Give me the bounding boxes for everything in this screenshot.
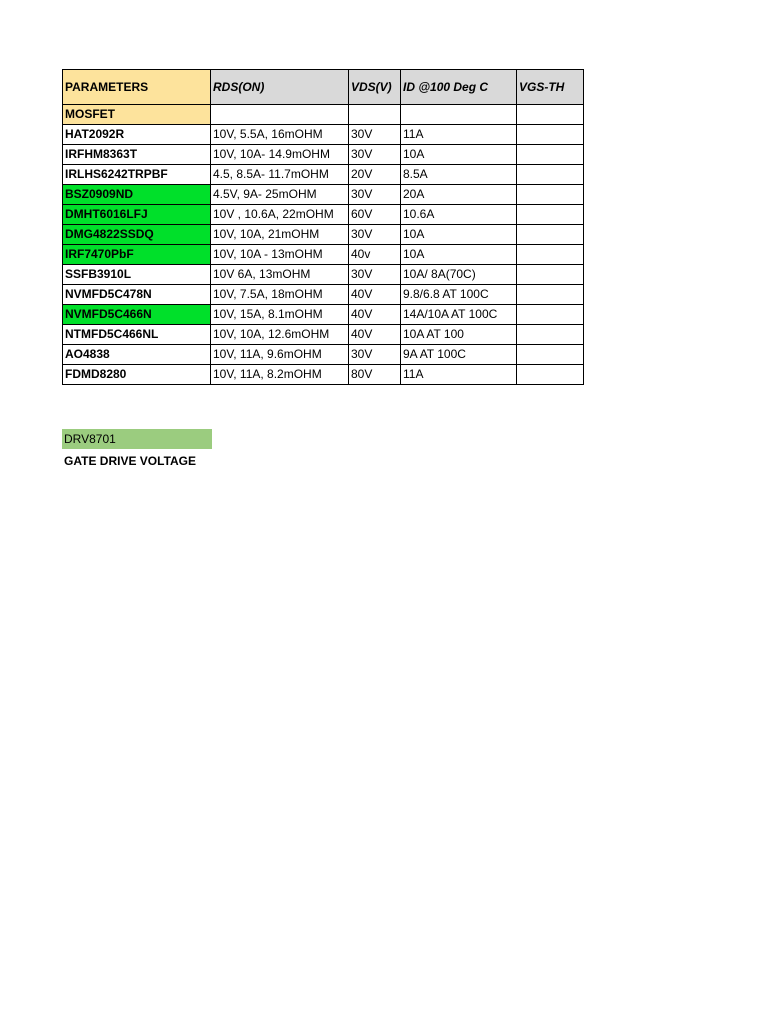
id-cell[interactable]: 10A AT 100 (401, 325, 517, 345)
part-cell[interactable]: IRFHM8363T (63, 145, 211, 165)
vds-cell[interactable]: 40V (349, 305, 401, 325)
vgs-th-cell[interactable] (517, 225, 584, 245)
id-cell[interactable]: 10A (401, 245, 517, 265)
rds-on-cell[interactable]: 10V, 11A, 9.6mOHM (211, 345, 349, 365)
rds-on-cell[interactable]: 10V, 10A- 14.9mOHM (211, 145, 349, 165)
vgs-th-cell[interactable] (517, 365, 584, 385)
table-row (63, 305, 584, 325)
header-vds[interactable]: VDS(V) (349, 70, 401, 105)
vds-cell[interactable]: 40V (349, 285, 401, 305)
table-row (63, 205, 584, 225)
vgs-th-cell[interactable] (517, 265, 584, 285)
table-body (63, 70, 584, 385)
table-row (63, 125, 584, 145)
section-row (63, 105, 584, 125)
header-parameters[interactable]: PARAMETERS (63, 70, 211, 105)
table-row (63, 165, 584, 185)
table-row (63, 345, 584, 365)
vds-cell[interactable]: 20V (349, 165, 401, 185)
table-row (63, 245, 584, 265)
vds-cell[interactable]: 30V (349, 125, 401, 145)
vgs-th-cell[interactable] (517, 305, 584, 325)
header-row (63, 70, 584, 105)
vgs-th-cell[interactable] (517, 205, 584, 225)
id-cell[interactable]: 10A (401, 145, 517, 165)
table-row (63, 365, 584, 385)
rds-on-cell[interactable]: 10V, 10A, 21mOHM (211, 225, 349, 245)
table-row (63, 285, 584, 305)
header-id[interactable]: ID @100 Deg C (401, 70, 517, 105)
table-row (63, 185, 584, 205)
table-row (63, 265, 584, 285)
vds-cell[interactable]: 30V (349, 185, 401, 205)
part-cell[interactable]: AO4838 (63, 345, 211, 365)
part-cell[interactable]: IRLHS6242TRPBF (63, 165, 211, 185)
vds-cell[interactable]: 80V (349, 365, 401, 385)
part-cell[interactable]: NVMFD5C466N (63, 305, 211, 325)
driver-name-cell[interactable]: DRV8701 (62, 429, 212, 449)
part-cell[interactable]: IRF7470PbF (63, 245, 211, 265)
table-row (63, 225, 584, 245)
part-cell[interactable]: NTMFD5C466NL (63, 325, 211, 345)
rds-on-cell[interactable]: 4.5, 8.5A- 11.7mOHM (211, 165, 349, 185)
vds-cell[interactable]: 30V (349, 265, 401, 285)
rds-on-cell[interactable]: 10V, 10A - 13mOHM (211, 245, 349, 265)
part-cell[interactable]: DMG4822SSDQ (63, 225, 211, 245)
id-cell[interactable]: 10A/ 8A(70C) (401, 265, 517, 285)
rds-on-cell[interactable]: 10V, 5.5A, 16mOHM (211, 125, 349, 145)
part-cell[interactable]: BSZ0909ND (63, 185, 211, 205)
rds-on-cell[interactable]: 10V, 7.5A, 18mOHM (211, 285, 349, 305)
rds-on-cell[interactable]: 10V, 11A, 8.2mOHM (211, 365, 349, 385)
header-rds-on[interactable]: RDS(ON) (211, 70, 349, 105)
vgs-th-cell[interactable] (517, 345, 584, 365)
rds-on-cell[interactable]: 10V, 10A, 12.6mOHM (211, 325, 349, 345)
vgs-th-cell[interactable] (517, 285, 584, 305)
table-row (63, 145, 584, 165)
section-label-mosfet[interactable]: MOSFET (63, 105, 211, 125)
rds-on-cell[interactable]: 4.5V, 9A- 25mOHM (211, 185, 349, 205)
part-cell[interactable]: SSFB3910L (63, 265, 211, 285)
id-cell[interactable]: 9A AT 100C (401, 345, 517, 365)
section-cell-empty[interactable] (349, 105, 401, 125)
id-cell[interactable]: 10.6A (401, 205, 517, 225)
part-cell[interactable]: HAT2092R (63, 125, 211, 145)
header-vgs-th[interactable]: VGS-TH (517, 70, 584, 105)
part-cell[interactable]: DMHT6016LFJ (63, 205, 211, 225)
vgs-th-cell[interactable] (517, 185, 584, 205)
part-cell[interactable]: FDMD8280 (63, 365, 211, 385)
table-row (63, 325, 584, 345)
rds-on-cell[interactable]: 10V , 10.6A, 22mOHM (211, 205, 349, 225)
vgs-th-cell[interactable] (517, 125, 584, 145)
id-cell[interactable]: 10A (401, 225, 517, 245)
vds-cell[interactable]: 30V (349, 225, 401, 245)
rds-on-cell[interactable]: 10V 6A, 13mOHM (211, 265, 349, 285)
vds-cell[interactable]: 40V (349, 325, 401, 345)
id-cell[interactable]: 11A (401, 125, 517, 145)
rds-on-cell[interactable]: 10V, 15A, 8.1mOHM (211, 305, 349, 325)
vgs-th-cell[interactable] (517, 165, 584, 185)
section-cell-empty[interactable] (211, 105, 349, 125)
vds-cell[interactable]: 60V (349, 205, 401, 225)
part-cell[interactable]: NVMFD5C478N (63, 285, 211, 305)
section-cell-empty[interactable] (401, 105, 517, 125)
vds-cell[interactable]: 30V (349, 345, 401, 365)
id-cell[interactable]: 11A (401, 365, 517, 385)
vgs-th-cell[interactable] (517, 145, 584, 165)
vgs-th-cell[interactable] (517, 245, 584, 265)
id-cell[interactable]: 14A/10A AT 100C (401, 305, 517, 325)
id-cell[interactable]: 9.8/6.8 AT 100C (401, 285, 517, 305)
id-cell[interactable]: 20A (401, 185, 517, 205)
vds-cell[interactable]: 30V (349, 145, 401, 165)
vds-cell[interactable]: 40v (349, 245, 401, 265)
mosfet-parameters-table (62, 69, 584, 385)
id-cell[interactable]: 8.5A (401, 165, 517, 185)
gate-drive-voltage-label[interactable]: GATE DRIVE VOLTAGE (64, 454, 197, 468)
vgs-th-cell[interactable] (517, 325, 584, 345)
section-cell-empty[interactable] (517, 105, 584, 125)
